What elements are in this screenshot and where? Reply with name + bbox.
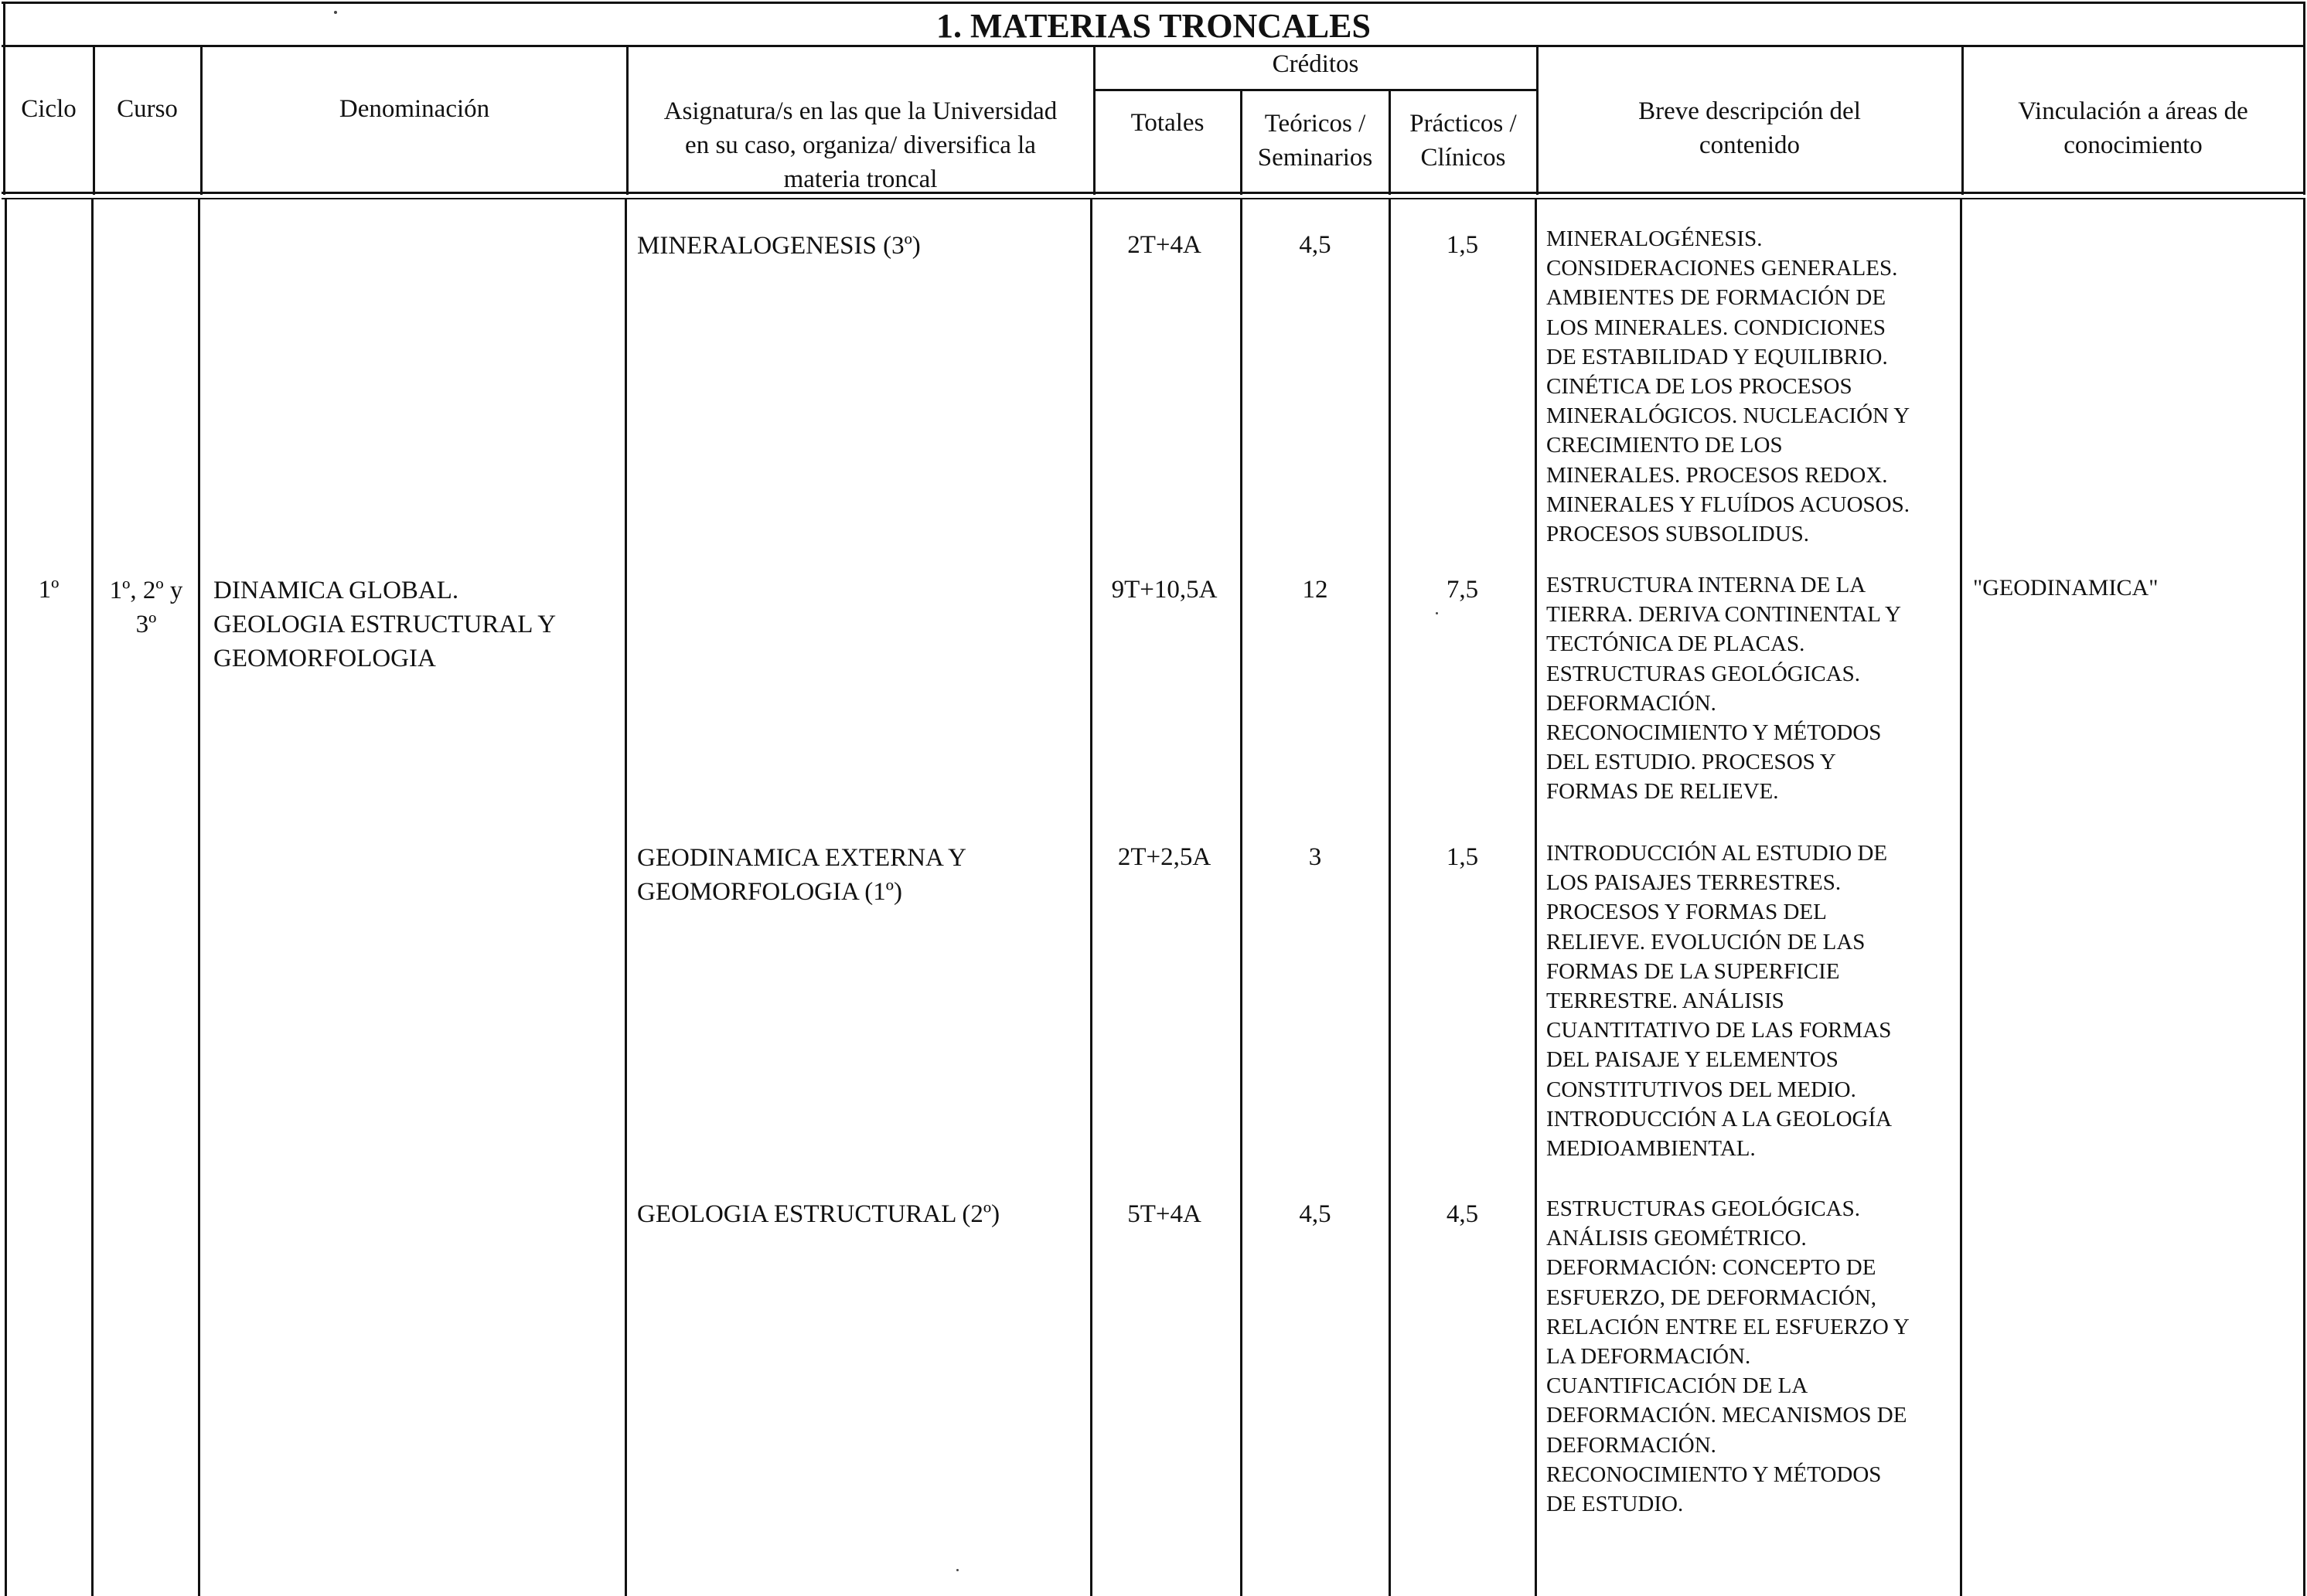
row-teoricos: 3: [1308, 843, 1322, 871]
header-ciclo: Ciclo: [21, 95, 77, 123]
materia-curso: 1º, 2º y 3º: [109, 577, 183, 638]
row-teoricos: 12: [1302, 576, 1328, 604]
header-denominacion: Denominación: [339, 95, 490, 123]
row-teoricos: 4,5: [1299, 231, 1331, 259]
body-line-teoricos: [1389, 199, 1391, 1596]
row-totales: 9T+10,5A: [1111, 576, 1218, 604]
materia-ciclo: 1º: [38, 576, 60, 604]
row-practicos: 1,5: [1446, 231, 1479, 259]
row-totales: 2T+2,5A: [1117, 843, 1211, 871]
body-line-totales: [1240, 199, 1242, 1596]
body-line-curso: [198, 199, 200, 1596]
row-asignatura: MINERALOGENESIS (3º): [637, 232, 921, 260]
row-asignatura: GEOLOGIA ESTRUCTURAL (2º): [637, 1200, 1000, 1228]
page-title: 1. MATERIAS TRONCALES: [936, 7, 1371, 45]
creditos-sub-rule: [1093, 89, 1537, 91]
body-line-descripcion: [1960, 199, 1962, 1596]
body-line-creditos: [1535, 199, 1537, 1596]
header-creditos: Créditos: [1272, 50, 1359, 78]
row-descripcion: ESTRUCTURA INTERNA DE LA TIERRA. DERIVA CONTINENTAL Y TECTÓNICA DE PLACAS. ESTRUCTURAS GEOLÓGICAS. DEFORMACIÓN. RECONOCIMIENTO Y MÉTODOS DEL ESTUDIO. PROCESOS Y FORMAS DE RELIEVE.: [1546, 573, 1901, 805]
row-totales: 2T+4A: [1127, 231, 1201, 259]
body-line-asignatura: [1090, 199, 1092, 1596]
body-line-left: [5, 199, 7, 1596]
row-practicos: 1,5: [1446, 843, 1479, 871]
scan-speck: [956, 1569, 959, 1571]
body-line-denominacion: [625, 199, 627, 1596]
materia-denominacion: DINAMICA GLOBAL. GEOLOGIA ESTRUCTURAL Y GEOMORFOLOGIA: [213, 577, 557, 672]
header-teoricos: Teóricos / Seminarios: [1257, 110, 1373, 172]
row-totales: 5T+4A: [1127, 1200, 1201, 1228]
row-descripcion: MINERALOGÉNESIS. CONSIDERACIONES GENERALES. AMBIENTES DE FORMACIÓN DE LOS MINERALES. CONDICIONES DE ESTABILIDAD Y EQUILIBRIO. CINÉTICA DE LOS PROCESOS MINERALÓGICOS. NUCLEACIÓN Y CRECIMIENTO DE LOS MINERALES. PROCESOS REDOX. MINERALES Y FLUÍDOS ACUOSOS. PROCESOS SUBSOLIDUS.: [1546, 226, 1910, 547]
row-practicos: 4,5: [1446, 1200, 1479, 1228]
header-bottom-rule: [2, 192, 2305, 194]
header-totales: Totales: [1130, 109, 1205, 137]
row-descripcion: ESTRUCTURAS GEOLÓGICAS. ANÁLISIS GEOMÉTRICO. DEFORMACIÓN: CONCEPTO DE ESFUERZO, DE DEFORMACIÓN, RELACIÓN ENTRE EL ESFUERZO Y LA DEFORMACIÓN. CUANTIFICACIÓN DE LA DEFORMACIÓN. MECANISMOS DE DEFORMACIÓN. RECONOCIMIENTO Y MÉTODOS DE ESTUDIO.: [1546, 1196, 1910, 1517]
body-line-ciclo: [91, 199, 94, 1596]
row-descripcion: INTRODUCCIÓN AL ESTUDIO DE LOS PAISAJES TERRESTRES. PROCESOS Y FORMAS DEL RELIEVE. EVOLUCIÓN DE LAS FORMAS DE LA SUPERFICIE TERRESTRE. ANÁLISIS CUANTITATIVO DE LAS FORMAS DEL PAISAJE Y ELEMENTOS CONSTITUTIVOS DEL MEDIO. INTRODUCCIÓN A LA GEOLOGÍA MEDIOAMBIENTAL.: [1546, 841, 1893, 1162]
materia-vinculacion: "GEODINAMICA": [1973, 575, 2159, 601]
row-teoricos: 4,5: [1299, 1200, 1331, 1228]
header-practicos: Prácticos / Clínicos: [1409, 110, 1517, 172]
header-descripcion: Breve descripción del contenido: [1638, 97, 1861, 159]
row-asignatura: GEODINAMICA EXTERNA Y GEOMORFOLOGIA (1º): [637, 844, 966, 906]
header-asignaturas: Asignatura/s en las que la Universidad en su caso, organiza/ diversifica la materia troncal: [663, 97, 1058, 193]
body-line-right: [2303, 199, 2305, 1596]
scan-speck: [1436, 612, 1438, 614]
row-practicos: 7,5: [1446, 576, 1479, 604]
top-border: [2, 2, 2305, 4]
header-curso: Curso: [117, 95, 178, 123]
header-vinculacion: Vinculación a áreas de conocimiento: [2018, 97, 2248, 159]
